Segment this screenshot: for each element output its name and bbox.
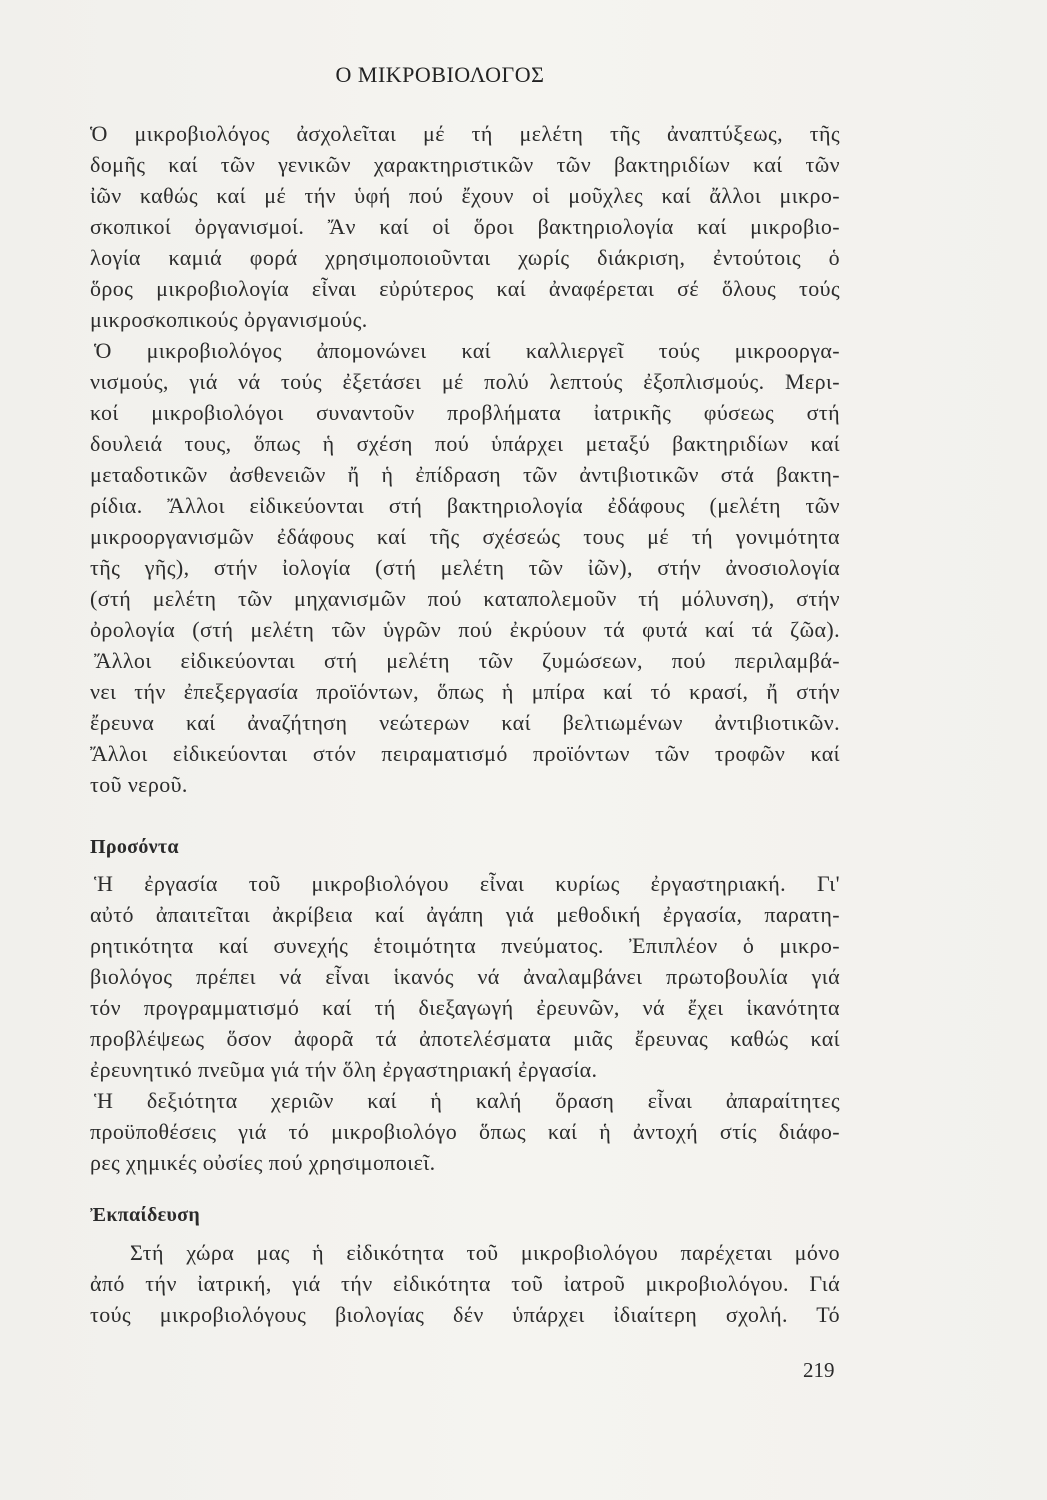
text-line: τόν προγραμματισμό καί τή διεξαγωγή ἐρευνῶν, νά ἔχει ἱκανότητα (90, 995, 840, 1020)
text-line: μικροσκοπικούς ὀργανισμούς. (90, 307, 368, 332)
text-line: ρίδια. Ἄλλοι εἰδικεύονται στή βακτηριολογία ἐδάφους (μελέτη τῶν (90, 493, 840, 518)
text-line: βιολόγος πρέπει νά εἶναι ἱκανός νά ἀναλαμβάνει πρωτοβουλία γιά (90, 964, 840, 989)
text-line: (στή μελέτη τῶν μηχανισμῶν πού καταπολεμοῦν τή μόλυνση), στήν (90, 586, 840, 611)
text-line: ρητικότητα καί συνεχής ἑτοιμότητα πνεύματος. Ἐπιπλέον ὁ μικρο- (90, 933, 840, 958)
text-line: Ὁ μικροβιολόγος ἀπομονώνει καί καλλιεργεῖ τούς μικροοργα- (94, 338, 840, 363)
text-line: τούς μικροβιολόγους βιολογίας δέν ὑπάρχει ἰδιαίτερη σχολή. Τό (90, 1302, 840, 1327)
text-line: Ὁ μικροβιολόγος ἀσχολεῖται μέ τή μελέτη τῆς ἀναπτύξεως, τῆς (90, 121, 840, 146)
text-line: ἐρευνητικό πνεῦμα γιά τήν ὅλη ἐργαστηριακή ἐργασία. (90, 1057, 598, 1082)
text-line: ρες χημικές οὐσίες πού χρησιμοποιεῖ. (90, 1150, 436, 1175)
text-line: ὀρολογία (στή μελέτη τῶν ὑγρῶν πού ἐκρύουν τά φυτά καί τά ζῶα). (90, 617, 840, 642)
text-line: δομῆς καί τῶν γενικῶν χαρακτηριστικῶν τῶν βακτηριδίων καί τῶν (90, 152, 840, 177)
text-line: τοῦ νεροῦ. (90, 772, 188, 797)
text-line: προβλέψεως ὅσον ἀφορᾶ τά ἀποτελέσματα μιᾶς ἔρευνας καθώς καί (90, 1026, 840, 1051)
page-number: 219 (803, 1358, 835, 1382)
text-line: δουλειά τους, ὅπως ἡ σχέση πού ὑπάρχει μεταξύ βακτηριδίων καί (90, 431, 840, 456)
text-line: Στή χώρα μας ἡ εἰδικότητα τοῦ μικροβιολόγου παρέχεται μόνο (130, 1240, 840, 1265)
text-line: κοί μικροβιολόγοι συναντοῦν προβλήματα ἰατρικῆς φύσεως στή (90, 400, 840, 425)
text-line: Ἡ δεξιότητα χεριῶν καί ἡ καλή ὅραση εἶναι ἀπαραίτητες (94, 1088, 840, 1113)
text-line: Ἄλλοι εἰδικεύονται στόν πειραματισμό προϊόντων τῶν τροφῶν καί (90, 741, 840, 766)
text-line: νισμούς, γιά νά τούς ἐξετάσει μέ πολύ λεπτούς ἐξοπλισμούς. Μερι- (90, 369, 840, 394)
text-line: τῆς γῆς), στήν ἰολογία (στή μελέτη τῶν ἰῶν), στήν ἀνοσιολογία (90, 555, 840, 580)
text-line: μικροοργανισμῶν ἐδάφους καί τῆς σχέσεώς τους μέ τή γονιμότητα (90, 524, 840, 549)
section-heading-ekpaideusi: Ἐκπαίδευση (90, 1204, 200, 1226)
text-line: Ἡ ἐργασία τοῦ μικροβιολόγου εἶναι κυρίως ἐργαστηριακή. Γι' (94, 871, 840, 896)
text-line: λογία καμιά φορά χρησιμοποιοῦνται χωρίς διάκριση, ἐντούτοις ὁ (90, 245, 840, 270)
page-title: Ο ΜΙΚΡΟΒΙΟΛΟΓΟΣ (335, 62, 545, 87)
section-heading-prosonta: Προσόντα (90, 836, 179, 858)
text-line: ἀπό τήν ἰατρική, γιά τήν εἰδικότητα τοῦ ἰατροῦ μικροβιολόγου. Γιά (90, 1271, 840, 1296)
text-line: μεταδοτικῶν ἀσθενειῶν ἤ ἡ ἐπίδραση τῶν ἀντιβιοτικῶν στά βακτη- (90, 462, 840, 487)
text-line: ὅρος μικροβιολογία εἶναι εὐρύτερος καί ἀναφέρεται σέ ὅλους τούς (90, 276, 840, 301)
text-line: νει τήν ἐπεξεργασία προϊόντων, ὅπως ἡ μπίρα καί τό κρασί, ἤ στήν (90, 679, 840, 704)
text-line: Ἄλλοι εἰδικεύονται στή μελέτη τῶν ζυμώσεων, πού περιλαμβά- (94, 648, 840, 673)
text-line: ἔρευνα καί ἀναζήτηση νεώτερων καί βελτιωμένων ἀντιβιοτικῶν. (90, 710, 840, 735)
text-line: προϋποθέσεις γιά τό μικροβιολόγο ὅπως καί ἡ ἀντοχή στίς διάφο- (90, 1119, 840, 1144)
text-line: αὐτό ἀπαιτεῖται ἀκρίβεια καί ἀγάπη γιά μεθοδική ἐργασία, παρατη- (90, 902, 840, 927)
text-line: σκοπικοί ὀργανισμοί. Ἄν καί οἱ ὅροι βακτηριολογία καί μικροβιο- (90, 214, 840, 239)
text-line: ἰῶν καθώς καί μέ τήν ὑφή πού ἔχουν οἱ μοῦχλες καί ἄλλοι μικρο- (90, 183, 840, 208)
